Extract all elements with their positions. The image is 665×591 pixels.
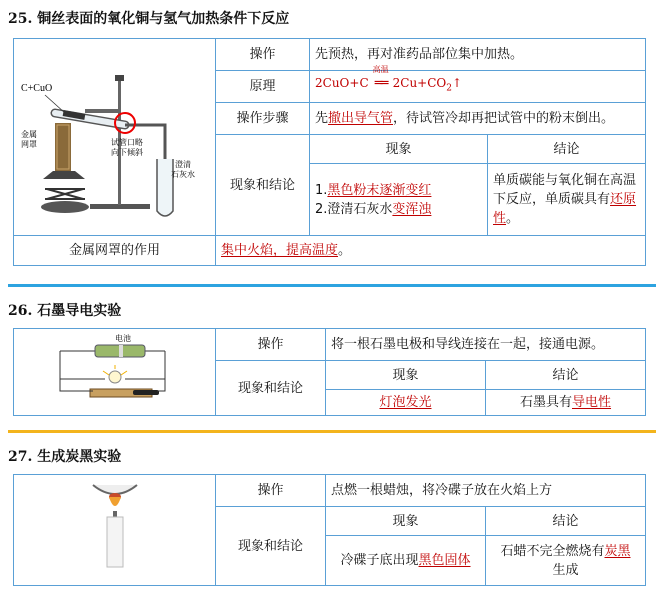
gas-arrow: ↑ — [451, 76, 463, 91]
exp26-concl-head: 结论 — [486, 361, 646, 390]
candle-plate-icon — [15, 475, 215, 579]
exp25-apparatus-figure — [14, 39, 216, 236]
exp26-operation-label: 操作 — [216, 329, 326, 361]
equation-condition: 高温 — [372, 65, 389, 75]
exp25-phen-cell: 1.黑色粉末逐渐变红 2.澄清石灰水变浑浊 — [310, 164, 488, 236]
exp26-circuit-figure — [14, 329, 216, 416]
exp25-concl-cell: 单质碳能与氧化铜在高温下反应，单质碳具有还原性。 — [488, 164, 646, 236]
exp27-title: 27. 生成炭黑实验 — [8, 449, 122, 465]
graphite-circuit-icon — [15, 329, 215, 409]
exp25-label-gauze-1: 金属 — [20, 130, 37, 139]
exp27-concl-head: 结论 — [486, 507, 646, 536]
equation-subscript: 2 — [446, 83, 452, 94]
exp27-phen-head: 现象 — [326, 507, 486, 536]
exp26-battery-label: 电池 — [114, 334, 131, 343]
exp26-phen-cell — [326, 390, 486, 416]
exp27-operation-text: 点燃一根蜡烛，将冷碟子放在火焰上方 — [326, 475, 646, 507]
exp25-gauze-label: 金属网罩的作用 — [14, 236, 216, 266]
exp27-phen-cell: 冷碟子底出现黑色固体 — [326, 536, 486, 586]
exp25-concl-highlight: 还原性 — [493, 192, 637, 226]
section-divider-blue — [8, 284, 656, 287]
exp26-operation-text: 将一根石墨电极和导线连接在一起，接通电源。 — [326, 329, 646, 361]
exp25-label-limewater-1: 澄清 — [174, 160, 191, 169]
exp26-phen-label: 现象和结论 — [216, 361, 326, 416]
exp25-label-gauze-2: 网罩 — [20, 140, 37, 149]
equation-right: 2Cu+CO — [392, 76, 447, 91]
exp25-steps-label: 操作步骤 — [216, 103, 310, 135]
exp25-gauze-text: 集中火焰，提高温度。 — [216, 236, 646, 266]
exp26-table — [13, 328, 646, 416]
exp25-label-limewater-2: 石灰水 — [170, 170, 195, 179]
exp27-concl-highlight: 炭黑 — [604, 543, 631, 559]
exp27-phen-label: 现象和结论 — [216, 507, 326, 586]
exp25-steps-highlight: 撤出导气管 — [328, 111, 394, 126]
carbon-reduction-apparatus-icon — [15, 39, 215, 229]
exp25-principle-label: 原理 — [216, 71, 310, 103]
exp25-label-tube-2: 向下倾斜 — [110, 148, 143, 157]
exp27-operation-label: 操作 — [216, 475, 326, 507]
exp27-phen-highlight: 黑色固体 — [418, 553, 471, 568]
exp25-label-tube-1: 试管口略 — [110, 138, 143, 147]
exp25-operation-label: 操作 — [216, 39, 310, 71]
exp25-label-reactant: C+CuO — [20, 83, 52, 94]
exp25-phen-label: 现象和结论 — [216, 135, 310, 236]
equation-left: 2CuO+C — [315, 76, 369, 91]
exp27-concl-cell: 石蜡不完全燃烧有炭黑 生成 — [486, 536, 646, 586]
exp25-phen1-highlight: 黑色粉末逐渐变红 — [327, 182, 432, 198]
exp27-candle-figure — [14, 475, 216, 586]
exp25-table — [13, 38, 646, 266]
exp26-concl-highlight: 导电性 — [572, 395, 612, 410]
exp26-concl-cell: 石墨具有导电性 — [486, 390, 646, 416]
exp25-steps-text: 先撤出导气管，待试管冷却再把试管中的粉末倒出。 — [310, 103, 646, 135]
exp26-phen-head: 现象 — [326, 361, 486, 390]
exp25-title: 25. 铜丝表面的氧化铜与氢气加热条件下反应 — [8, 11, 290, 27]
exp25-concl-head: 结论 — [488, 135, 646, 164]
exp25-gauze-highlight: 集中火焰，提高温度 — [221, 243, 339, 258]
exp25-principle-equation: 2CuO+C 高温 ══ $2Cu+CO_2↑$ — [310, 71, 646, 103]
exp25-phen2-highlight: 变浑浊 — [392, 201, 432, 217]
exp26-title: 26. 石墨导电实验 — [8, 303, 122, 319]
exp27-table — [13, 474, 646, 586]
section-divider-gold — [8, 430, 656, 433]
exp25-phen-head: 现象 — [310, 135, 488, 164]
exp26-phen-highlight: 灯泡发光 — [379, 395, 432, 410]
exp25-operation-text: 先预热，再对准药品部位集中加热。 — [310, 39, 646, 71]
